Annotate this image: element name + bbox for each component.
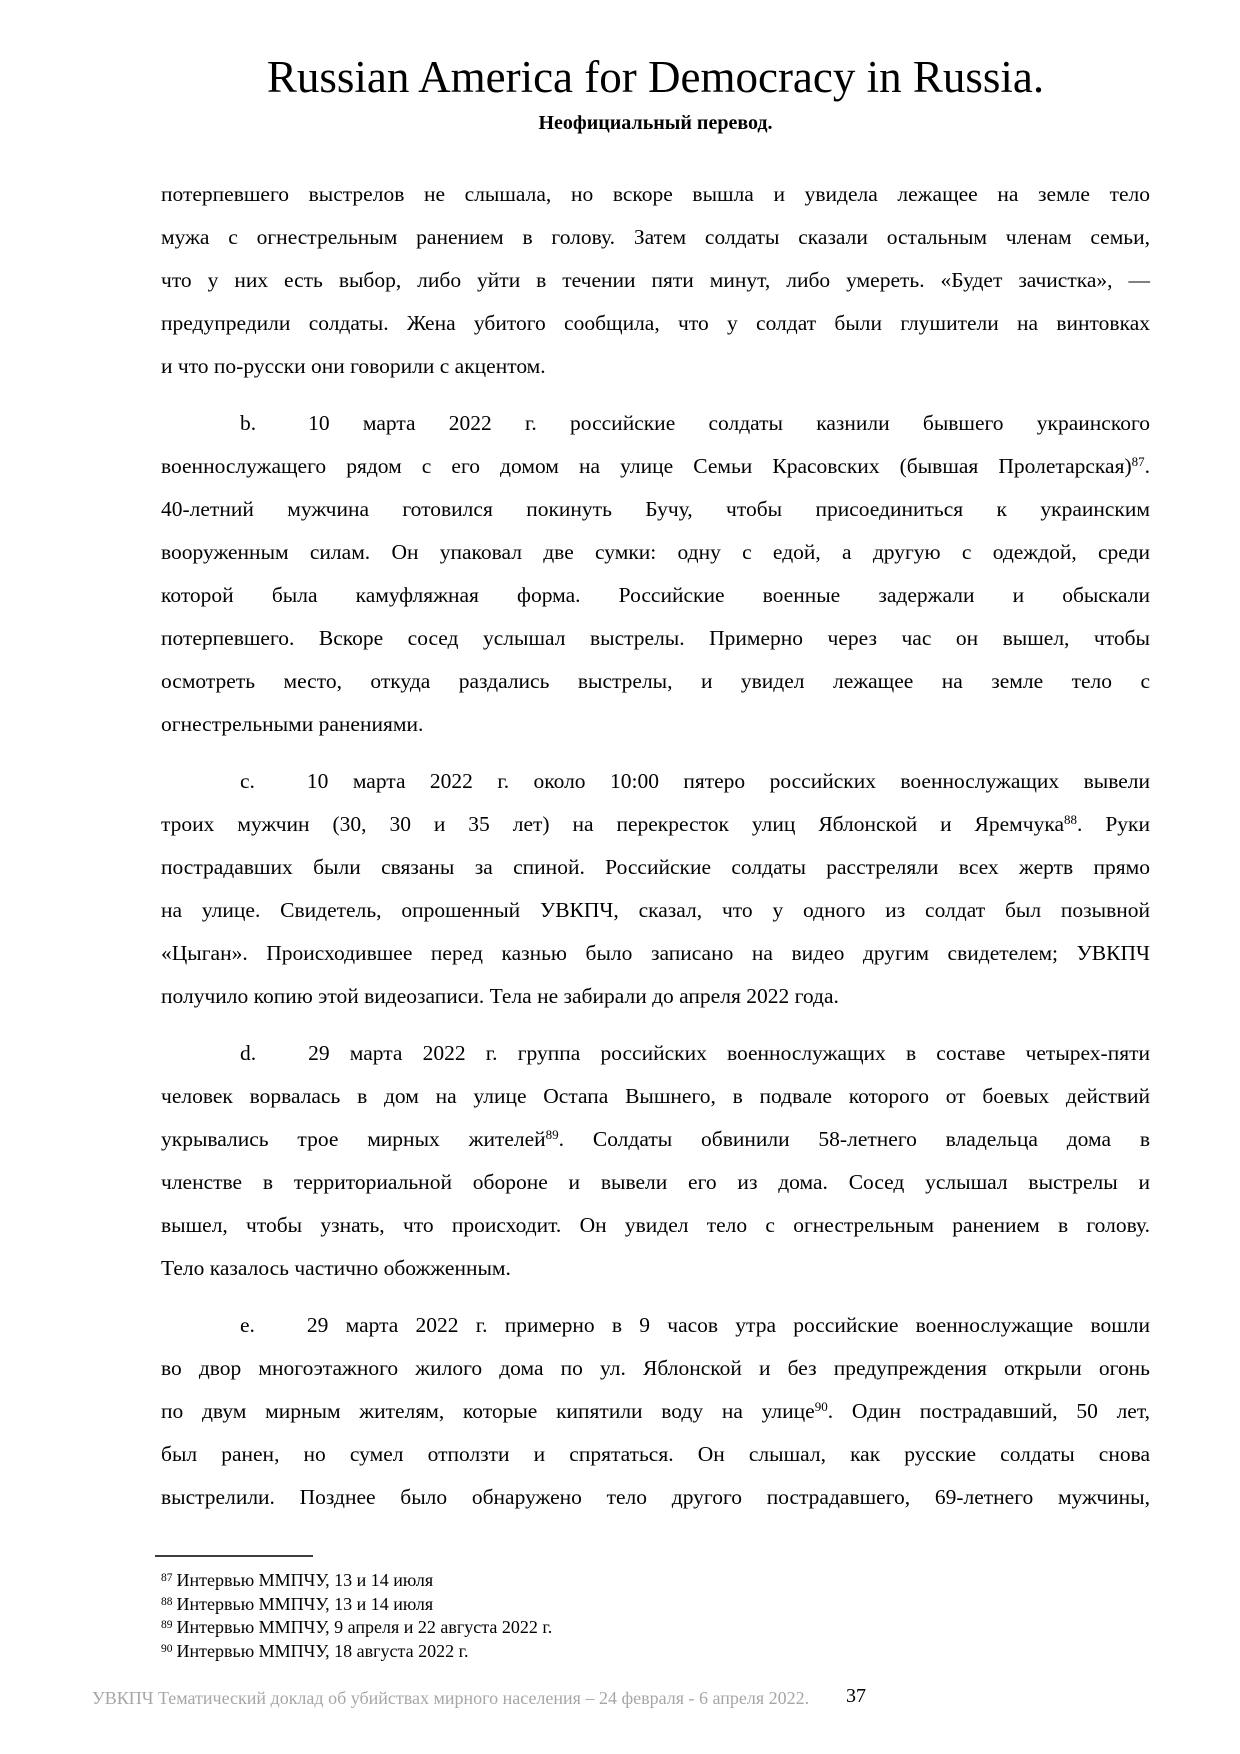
footnote-separator — [155, 1555, 313, 1557]
body-line: e. 29 марта 2022 г. примерно в 9 часов утра российские военнослужащие вошли — [240, 1313, 1150, 1337]
paragraph-marker: d. — [240, 1041, 257, 1065]
body-line: которой была камуфляжная форма. Российские военные задержали и обыскали — [161, 583, 1150, 607]
body-line: пострадавших были связаны за спиной. Российские солдаты расстреляли всех жертв прямо — [161, 855, 1150, 879]
footnote-text: Интервью ММПЧУ, 18 августа 2022 г. — [176, 1640, 469, 1661]
paragraph-marker: c. — [240, 769, 255, 793]
footer-text: УВКПЧ Тематический доклад об убийствах мирного населения – 24 февраля - 6 апреля 2022. — [92, 1688, 810, 1708]
body-line: c. 10 марта 2022 г. около 10:00 пятеро российских военнослужащих вывели — [240, 769, 1150, 793]
footnote-item — [161, 1593, 1150, 1617]
body-line: на улице. Свидетель, опрошенный УВКПЧ, сказал, что у одного из солдат был позывной — [161, 898, 1150, 922]
body-paragraph — [161, 1032, 1150, 1290]
body-line: d. 29 марта 2022 г. группа российских военнослужащих в составе четырех-пяти — [240, 1041, 1150, 1065]
page-number: 37 — [846, 1685, 866, 1707]
footnote-marker: 89 — [161, 1619, 173, 1631]
body-line: человек ворвалась в дом на улице Остапа Вышнего, в подвале которого от боевых действий — [161, 1084, 1150, 1108]
document-body — [161, 173, 1150, 1533]
body-line: членстве в территориальной обороне и вывели его из дома. Сосед услышал выстрелы и — [161, 1170, 1150, 1194]
body-line: 40-летний мужчина готовился покинуть Бучу, чтобы присоединиться к украинским — [161, 497, 1150, 521]
body-paragraph — [161, 173, 1150, 388]
body-line: и что по-русски они говорили с акцентом. — [161, 354, 546, 378]
body-line: потерпевшего. Вскоре сосед услышал выстрелы. Примерно через час он вышел, чтобы — [161, 626, 1150, 650]
footnote-text: Интервью ММПЧУ, 13 и 14 июля — [176, 1570, 434, 1590]
page-title: Russian America for Democracy in Russia. — [266, 52, 1045, 102]
footnote-text: Интервью ММПЧУ, 13 и 14 июля — [176, 1593, 434, 1614]
body-line: военнослужащего рядом с его домом на улице Семьи Красовских (бывшая Пролетарская)$^{87}$. — [161, 454, 1150, 478]
footnote-ref: 88 — [1064, 812, 1078, 827]
body-line: получило копию этой видеозаписи. Тела не забирали до апреля 2022 года. — [161, 984, 839, 1008]
footnote-ref: 90 — [814, 1399, 828, 1414]
body-line: вышел, чтобы узнать, что происходит. Он увидел тело с огнестрельным ранением в голову. — [161, 1213, 1150, 1237]
footnote-item — [161, 1569, 1150, 1593]
body-line: вооруженным силам. Он упаковал две сумки: одну с едой, а другую с одеждой, среди — [161, 540, 1150, 564]
footnote-text: Интервью ММПЧУ, 9 апреля и 22 августа 2022 г. — [176, 1617, 553, 1637]
body-line: предупредили солдаты. Жена убитого сообщила, что у солдат были глушители на винтовках — [161, 311, 1150, 335]
footnotes-section — [161, 1555, 1150, 1663]
footnote-list — [161, 1569, 1150, 1663]
body-paragraph — [161, 402, 1150, 746]
body-line: троих мужчин (30, 30 и 35 лет) на перекресток улиц Яблонской и Яремчука$^{88}$. Руки — [161, 812, 1150, 836]
paragraph-marker: e. — [240, 1313, 255, 1337]
footnote-marker: 88 — [161, 1595, 173, 1608]
body-line: выстрелили. Позднее было обнаружено тело другого пострадавшего, 69-летнего мужчины, — [161, 1485, 1150, 1509]
body-line: огнестрельными ранениями. — [161, 712, 424, 736]
body-line: во двор многоэтажного жилого дома по ул. Яблонской и без предупреждения открыли огонь — [161, 1356, 1150, 1380]
body-paragraph — [161, 1304, 1150, 1519]
body-line: по двум мирным жителям, которые кипятили воду на улице$^{90}$. Один пострадавший, 50 лет, — [161, 1399, 1150, 1423]
body-line: что у них есть выбор, либо уйти в течении пяти минут, либо умереть. «Будет зачистка», — — [161, 268, 1150, 292]
paragraph-marker: b. — [240, 411, 257, 435]
footnote-item — [161, 1640, 1150, 1664]
body-line: b. 10 марта 2022 г. российские солдаты казнили бывшего украинского — [240, 411, 1150, 435]
footnote-ref: 89 — [545, 1127, 559, 1142]
body-line: был ранен, но сумел отползти и спрятаться. Он слышал, как русские солдаты снова — [161, 1442, 1150, 1466]
body-paragraph — [161, 760, 1150, 1018]
page-subtitle: Неофициальный перевод. — [538, 112, 773, 134]
body-line: «Цыган». Происходившее перед казнью было записано на видео другим свидетелем; УВКПЧ — [161, 941, 1150, 965]
body-line: Тело казалось частично обожженным. — [161, 1256, 511, 1280]
body-line: осмотреть место, откуда раздались выстрелы, и увидел лежащее на земле тело с — [161, 669, 1150, 693]
body-line: потерпевшего выстрелов не слышала, но вскоре вышла и увидела лежащее на земле тело — [161, 182, 1150, 206]
footnote-ref: 87 — [1131, 454, 1145, 469]
footnote-item — [161, 1616, 1150, 1640]
body-line: укрывались трое мирных жителей$^{89}$. Солдаты обвинили 58-летнего владельца дома в — [161, 1127, 1150, 1151]
body-line: мужа с огнестрельным ранением в голову. Затем солдаты сказали остальным членам семьи, — [161, 225, 1150, 249]
footnote-marker: 87 — [161, 1572, 173, 1584]
footnote-marker: 90 — [161, 1642, 173, 1655]
